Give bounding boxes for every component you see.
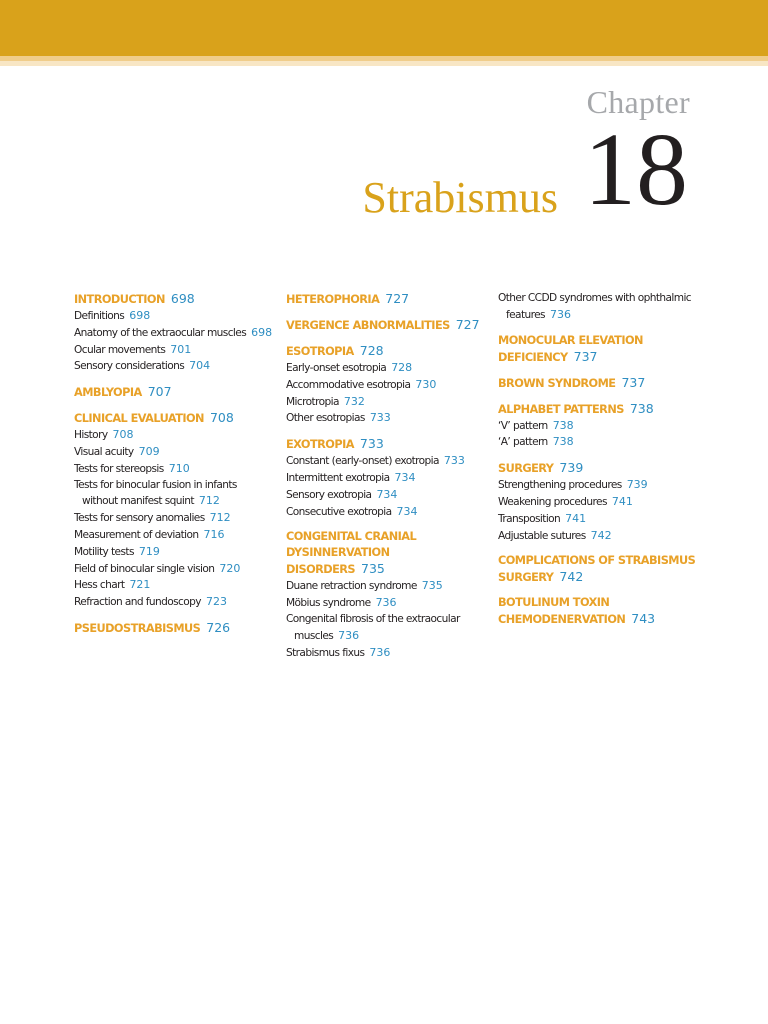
page-number: 721 [129, 578, 151, 592]
toc-entry-text: CONGENITAL CRANIAL [286, 530, 417, 544]
page-number: 738 [552, 418, 574, 432]
page-number: 712 [198, 494, 220, 508]
toc-entry[interactable] [74, 577, 279, 594]
toc-column-1 [74, 291, 279, 637]
page-number: 735 [421, 579, 443, 593]
toc-heading[interactable] [498, 333, 698, 366]
page-number: 739 [559, 460, 584, 476]
toc-entry[interactable] [498, 511, 698, 528]
toc-entry[interactable] [286, 377, 491, 394]
toc-entry-text: Other CCDD syndromes with ophthalmic [498, 292, 692, 304]
toc-entry-text: INTRODUCTION [74, 293, 165, 306]
page-number: 738 [552, 435, 574, 449]
page-number: 734 [376, 487, 398, 501]
toc-entry-text: Weakening procedures [498, 495, 607, 508]
toc-heading[interactable] [498, 595, 698, 628]
toc-entry[interactable] [286, 612, 491, 645]
toc-entry-text: Definitions [74, 310, 125, 322]
toc-heading[interactable] [74, 291, 279, 308]
toc-entry-text: PSEUDOSTRABISMUS [74, 621, 201, 635]
toc-entry[interactable] [74, 561, 279, 578]
page-number: 727 [455, 317, 480, 332]
toc-entry-text: Tests for binocular fusion in infants [74, 478, 237, 491]
toc-entry-text: Visual acuity [74, 445, 134, 458]
toc-entry[interactable] [286, 470, 491, 487]
toc-heading[interactable] [74, 410, 279, 427]
page-number: 741 [611, 494, 633, 508]
page-number: 727 [385, 291, 410, 306]
toc-entry-text: Early-onset esotropia [286, 362, 387, 374]
page-number: 704 [189, 359, 211, 373]
page-number: 733 [369, 411, 391, 425]
page-number: 736 [549, 307, 571, 321]
page-number: 733 [443, 454, 465, 468]
toc-entry-text: Möbius syndrome [286, 597, 371, 610]
toc-entry-text: Sensory exotropia [286, 488, 372, 501]
toc-entry-text: Tests for stereopsis [74, 462, 164, 475]
toc-entry-text: Sensory considerations [74, 360, 185, 373]
toc-heading[interactable] [74, 384, 279, 401]
page-number: 737 [573, 348, 598, 364]
page-number: 709 [138, 444, 160, 458]
toc-entry-text: ALPHABET PATTERNS [498, 402, 624, 416]
page-number: 719 [138, 544, 160, 558]
toc-entry-text: Adjustable sutures [498, 529, 586, 542]
toc-entry[interactable] [74, 544, 279, 561]
toc-entry-continuation [498, 569, 698, 586]
toc-entry[interactable] [498, 434, 698, 451]
toc-entry[interactable] [74, 510, 279, 527]
toc-entry-text: Tests for sensory anomalies [74, 512, 205, 525]
toc-entry-text: ‘V’ pattern [498, 419, 548, 432]
toc-entry-continuation [498, 611, 698, 628]
toc-entry[interactable] [74, 427, 279, 444]
toc-entry-text-cont: DEFICIENCY [498, 350, 568, 364]
toc-heading[interactable] [498, 553, 698, 586]
toc-entry-text: HETEROPHORIA [286, 293, 380, 306]
page-number: 738 [629, 400, 654, 416]
page-number: 710 [168, 461, 190, 475]
toc-entry[interactable] [498, 291, 698, 324]
toc-entry-continuation [286, 628, 491, 645]
page-number: 712 [209, 511, 231, 525]
toc-entry-text: Hess chart [74, 579, 125, 592]
toc-entry-text: Measurement of deviation [74, 528, 199, 541]
toc-entry-text: Strengthening procedures [498, 479, 622, 492]
toc-entry[interactable] [286, 487, 491, 504]
toc-entry-text: Accommodative esotropia [286, 378, 411, 391]
toc-heading[interactable] [286, 291, 491, 308]
toc-heading[interactable] [286, 436, 491, 453]
toc-entry-text: Strabismus fixus [286, 646, 365, 659]
toc-entry[interactable] [74, 461, 279, 478]
toc-entry-text: Motility tests [74, 545, 134, 558]
page-number: 741 [565, 511, 587, 525]
page-number: 698 [251, 325, 273, 339]
toc-heading[interactable] [498, 401, 698, 418]
toc-entry-text: COMPLICATIONS OF STRABISMUS [498, 554, 696, 568]
toc-entry-text: VERGENCE ABNORMALITIES [286, 319, 450, 332]
page-number: 698 [129, 309, 151, 322]
page-number: 734 [394, 470, 416, 484]
page-number: 736 [375, 596, 397, 610]
toc-entry-text: Anatomy of the extraocular muscles [74, 326, 247, 339]
toc-entry[interactable] [74, 308, 279, 325]
toc-entry-text: ESOTROPIA [286, 345, 354, 358]
toc-entry[interactable] [498, 494, 698, 511]
page-number: 728 [359, 343, 384, 358]
toc-entry[interactable] [74, 527, 279, 544]
toc-entry[interactable] [498, 477, 698, 494]
page-number: 708 [112, 428, 134, 442]
toc-entry[interactable] [286, 394, 491, 411]
page-number: 742 [590, 528, 612, 542]
toc-entry-continuation [74, 493, 279, 510]
page-number: 734 [396, 504, 418, 518]
page-number: 716 [203, 527, 225, 541]
page-number: 735 [361, 561, 385, 577]
toc-entry-text: Field of binocular single vision [74, 562, 215, 575]
toc-entry-text-cont: DYSINNERVATION DISORDERS [286, 546, 390, 577]
toc-entry[interactable] [74, 358, 279, 375]
page-number: 732 [343, 394, 365, 408]
toc-entry[interactable] [74, 325, 279, 342]
toc-heading[interactable] [286, 343, 491, 360]
page-number: 743 [631, 611, 656, 627]
toc-entry-text: Consecutive exotropia [286, 505, 392, 518]
toc-entry-text: BROWN SYNDROME [498, 376, 616, 390]
toc-heading[interactable] [498, 460, 698, 477]
toc-entry-text-cont: muscles [294, 629, 334, 642]
toc-entry[interactable] [286, 595, 491, 612]
page-number: 720 [219, 561, 241, 575]
toc-entry-text: Ocular movements [74, 343, 166, 356]
toc-entry-text-cont: SURGERY [498, 571, 554, 585]
toc-entry-text: Intermittent exotropia [286, 471, 390, 484]
toc-entry-text: Congenital fibrosis of the extraocular [286, 612, 460, 625]
toc-entry-text-cont: features [506, 308, 545, 321]
toc-entry-text: History [74, 429, 108, 442]
toc-entry[interactable] [286, 410, 491, 427]
toc-entry-text: CLINICAL EVALUATION [74, 412, 204, 426]
page-number: 698 [170, 291, 195, 306]
page-number: 728 [391, 361, 413, 374]
toc-column-2 [286, 291, 491, 661]
toc-entry-text: Duane retraction syndrome [286, 580, 417, 593]
toc-entry-text: Constant (early-onset) exotropia [286, 455, 439, 468]
page-number: 723 [205, 595, 227, 609]
toc-entry-text: MONOCULAR ELEVATION [498, 333, 643, 347]
toc-entry-text: AMBLYOPIA [74, 386, 142, 400]
toc-entry[interactable] [74, 342, 279, 359]
page-number: 737 [621, 374, 646, 390]
toc-entry-text: BOTULINUM TOXIN [498, 596, 610, 610]
toc-heading[interactable] [286, 529, 491, 578]
chapter-number: 18 [584, 112, 688, 227]
page-number: 742 [559, 569, 584, 585]
page-number: 707 [147, 384, 172, 400]
toc-entry[interactable] [498, 418, 698, 435]
page-number: 730 [415, 377, 437, 391]
toc-entry[interactable] [74, 594, 279, 611]
chapter-label: Chapter [586, 84, 690, 120]
toc-entry[interactable] [74, 444, 279, 461]
toc-heading[interactable] [74, 620, 279, 637]
header-stripe-light [0, 61, 768, 66]
toc-entry-text: Transposition [498, 512, 561, 525]
header-band [0, 0, 768, 56]
toc-entry-text: EXOTROPIA [286, 438, 354, 452]
page-number: 708 [209, 410, 234, 426]
toc-heading[interactable] [286, 317, 491, 334]
page-number: 726 [206, 619, 231, 635]
toc-entry[interactable] [286, 504, 491, 521]
page-number: 733 [359, 436, 384, 452]
toc-entry-text: Microtropia [286, 395, 339, 408]
toc-entry-text: SURGERY [498, 462, 554, 476]
toc-entry-text-cont: without manifest squint [82, 495, 194, 508]
page-number: 736 [369, 645, 391, 659]
toc-column-3 [498, 291, 698, 628]
toc-entry[interactable] [286, 453, 491, 470]
toc-entry-continuation [498, 349, 698, 366]
page-number: 739 [626, 478, 648, 492]
toc-entry[interactable] [286, 360, 491, 377]
page-number: 736 [338, 628, 360, 642]
toc-entry-continuation [498, 307, 698, 324]
toc-entry-text: Other esotropias [286, 412, 365, 425]
page-number: 701 [170, 342, 192, 356]
chapter-title: Strabismus [362, 173, 558, 222]
toc-entry-text: ‘A’ pattern [498, 436, 548, 449]
toc-entry[interactable] [286, 645, 491, 662]
toc-entry[interactable] [498, 528, 698, 545]
toc-entry[interactable] [74, 478, 279, 511]
toc-entry-text: Refraction and fundoscopy [74, 596, 201, 609]
toc-entry-text-cont: CHEMODENERVATION [498, 613, 626, 627]
toc-entry[interactable] [286, 578, 491, 595]
toc-entry-continuation [286, 545, 491, 578]
toc-heading[interactable] [498, 375, 698, 392]
